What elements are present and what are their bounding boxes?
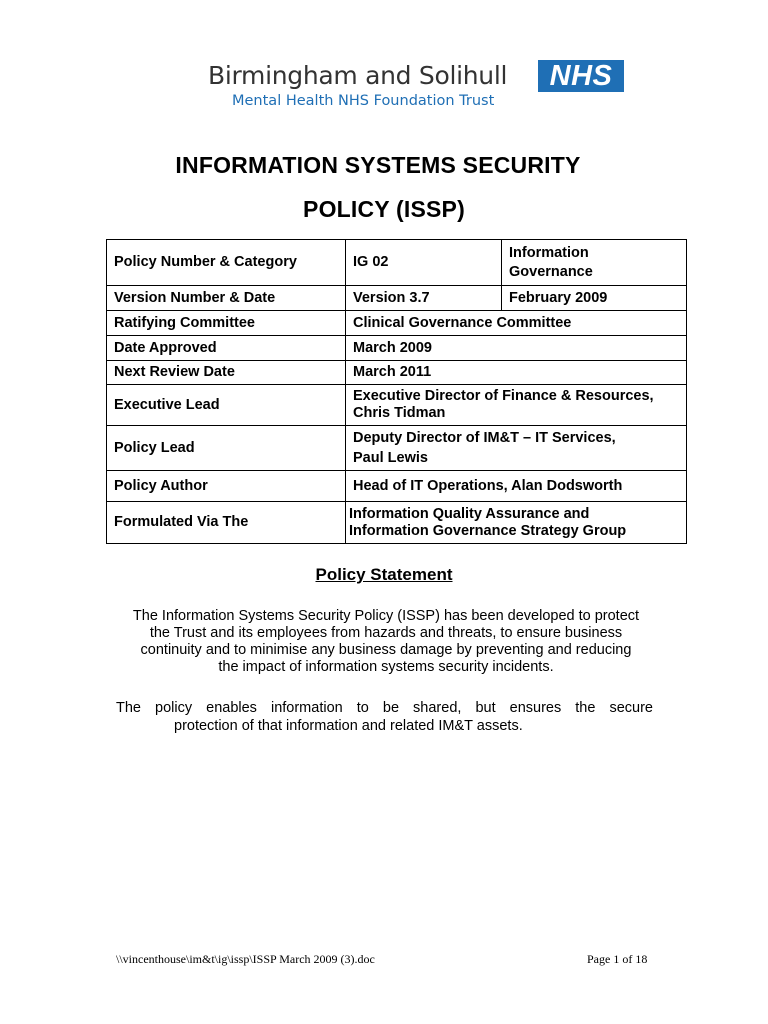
label-cell: Policy Author [107, 471, 346, 502]
table-row-version [107, 286, 687, 311]
paragraph-line: continuity and to minimise any business damage by preventing and reducing [140, 642, 632, 658]
label-cell: Executive Lead [107, 385, 346, 426]
statement-paragraph-1 [112, 608, 660, 676]
paragraph-line: protection of that information and related IM&T assets. [174, 718, 523, 734]
value-line: Chris Tidman [353, 405, 446, 421]
value-line: Information Quality Assurance and [349, 505, 590, 522]
statement-paragraph-2 [116, 699, 653, 735]
label-cell: Next Review Date [107, 361, 346, 385]
value-line: Information Governance Strategy Group [349, 522, 627, 539]
organization-header [208, 62, 508, 109]
category-line: Information [509, 244, 589, 261]
organization-name: Birmingham and Solihull [208, 61, 508, 90]
value-cell: Version 3.7 [346, 286, 502, 311]
value-line: Executive Director of Finance & Resources, [353, 388, 654, 404]
label-cell: Date Approved [107, 336, 346, 361]
organization-subtitle: Mental Health NHS Foundation Trust [232, 93, 495, 109]
document-title-line2: POLICY (ISSP) [303, 196, 465, 222]
label-cell: Policy Number & Category [107, 240, 346, 286]
nhs-logo: NHS [538, 60, 624, 92]
label-cell: Policy Lead [107, 426, 346, 471]
table-row-ratifying [107, 311, 687, 336]
paragraph-line: the Trust and its employees from hazards and threats, to ensure business [149, 625, 623, 641]
label-cell: Ratifying Committee [107, 311, 346, 336]
value-line: Paul Lewis [353, 450, 428, 466]
value-cell: IG 02 [346, 240, 502, 286]
policy-info-table [106, 239, 687, 544]
table-row-author [107, 471, 687, 502]
paragraph-line: the impact of information systems security incidents. [218, 659, 554, 675]
value-cell: Clinical Governance Committee [346, 311, 687, 336]
table-row-policy-lead [107, 426, 687, 471]
value-cell: March 2011 [346, 361, 687, 385]
paragraph-line: The policy enables information to be shared, but ensures the secure [116, 700, 653, 716]
paragraph-line: The Information Systems Security Policy (ISSP) has been developed to protect [132, 608, 640, 624]
value-cell [346, 502, 687, 544]
table-row-executive-lead [107, 385, 687, 426]
table-row-review [107, 361, 687, 385]
value-cell [346, 426, 687, 471]
table-row-policy-number [107, 240, 687, 286]
table-row-approved [107, 336, 687, 361]
value-cell: Head of IT Operations, Alan Dodsworth [346, 471, 687, 502]
value-cell: March 2009 [346, 336, 687, 361]
document-title-line1: INFORMATION SYSTEMS SECURITY [175, 152, 581, 178]
category-line: Governance [509, 263, 593, 280]
value-line: Deputy Director of IM&T – IT Services, [353, 430, 616, 446]
table-row-formulated [107, 502, 687, 544]
label-cell: Formulated Via The [107, 502, 346, 544]
value-cell [346, 385, 687, 426]
footer-file-path: \\vincenthouse\im&t\ig\issp\ISSP March 2009 (3).doc [116, 952, 375, 966]
section-heading: Policy Statement [315, 565, 453, 584]
footer-page-number: Page 1 of 18 [587, 952, 648, 966]
category-cell [502, 240, 687, 286]
date-cell: February 2009 [502, 286, 687, 311]
label-cell: Version Number & Date [107, 286, 346, 311]
